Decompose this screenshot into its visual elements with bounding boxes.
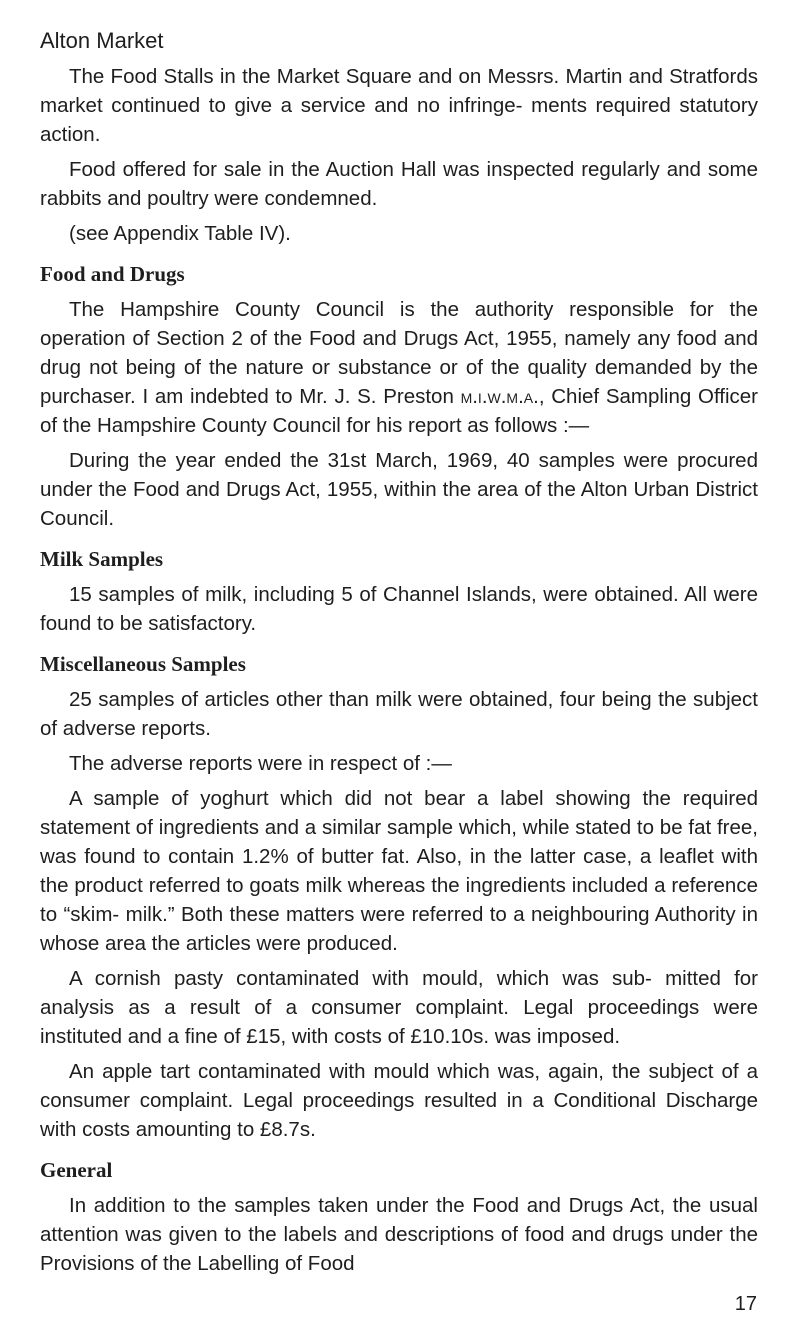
paragraph-yoghurt-sample: A sample of yoghurt which did not bear a label showing the required statement of ingredients and a similar sample which, while stated to be fat free, was found to contain 1.2% of butter fat. Also, in the latter case, a leaflet with the product referred to goats milk whereas the ingredients included a reference to “skim- milk.” Both these matters were referred to a neighbouring Authority in whose area the articles were produced. <box>40 787 758 955</box>
paragraph-misc-samples-count: 25 samples of articles other than milk were obtained, four being the subject of adverse reports. <box>40 688 758 740</box>
paragraph-apple-tart: An apple tart contaminated with mould which was, again, the subject of a consumer complaint. Legal proceedings resulted in a Conditional Discharge with costs amounting to £8.7s. <box>40 1060 758 1141</box>
paragraph-samples-procured: During the year ended the 31st March, 1969, 40 samples were procured under the Food and Drugs Act, 1955, within the area of the Alton Urban District Council. <box>40 449 758 530</box>
text-qualification: m.i.w.m.a. <box>460 385 539 408</box>
section-heading-alton-market: Alton Market <box>40 28 164 53</box>
section-heading-food-and-drugs: Food and Drugs <box>40 262 185 286</box>
paragraph-adverse-reports-intro: The adverse reports were in respect of :— <box>69 752 452 775</box>
paragraph-cornish-pasty: A cornish pasty contaminated with mould, which was sub- mitted for analysis as a result of a consumer complaint. Legal proceedings were instituted and a fine of £15, with costs of £10.10s. was imposed. <box>40 967 758 1048</box>
text-county-council-part-1: The Hampshire County Council is the authority responsible for the operation of Section 2 of the Food and Drugs Act, 1955, namely any food and drug not being of the nature or substance or of the quality demanded by the purchaser. I am indebted to Mr. J. S. Preston <box>40 298 758 408</box>
section-heading-general: General <box>40 1158 113 1182</box>
paragraph-auction-hall: Food offered for sale in the Auction Hall was inspected regularly and some rabbits and poultry were condemned. <box>40 158 758 210</box>
section-heading-miscellaneous-samples: Miscellaneous Samples <box>40 652 246 676</box>
paragraph-market-stalls: The Food Stalls in the Market Square and on Messrs. Martin and Stratfords market continued to give a service and no infringe- ments required statutory action. <box>40 65 758 146</box>
section-heading-milk-samples: Milk Samples <box>40 547 164 571</box>
paragraph-general-labelling: In addition to the samples taken under the Food and Drugs Act, the usual attention was given to the labels and descriptions of food and drugs under the Provisions of the Labelling of Food <box>40 1194 758 1275</box>
paragraph-milk-samples: 15 samples of milk, including 5 of Channel Islands, were obtained. All were found to be satisfactory. <box>40 583 758 635</box>
paragraph-appendix-reference: (see Appendix Table IV). <box>69 222 291 245</box>
paragraph-county-council-authority <box>40 295 758 440</box>
page-number: 17 <box>734 1293 757 1315</box>
document-page <box>40 26 758 1278</box>
text-county-council-part-2: , Chief Sampling Officer of the Hampshire County Council for his report as follows :— <box>40 385 759 437</box>
